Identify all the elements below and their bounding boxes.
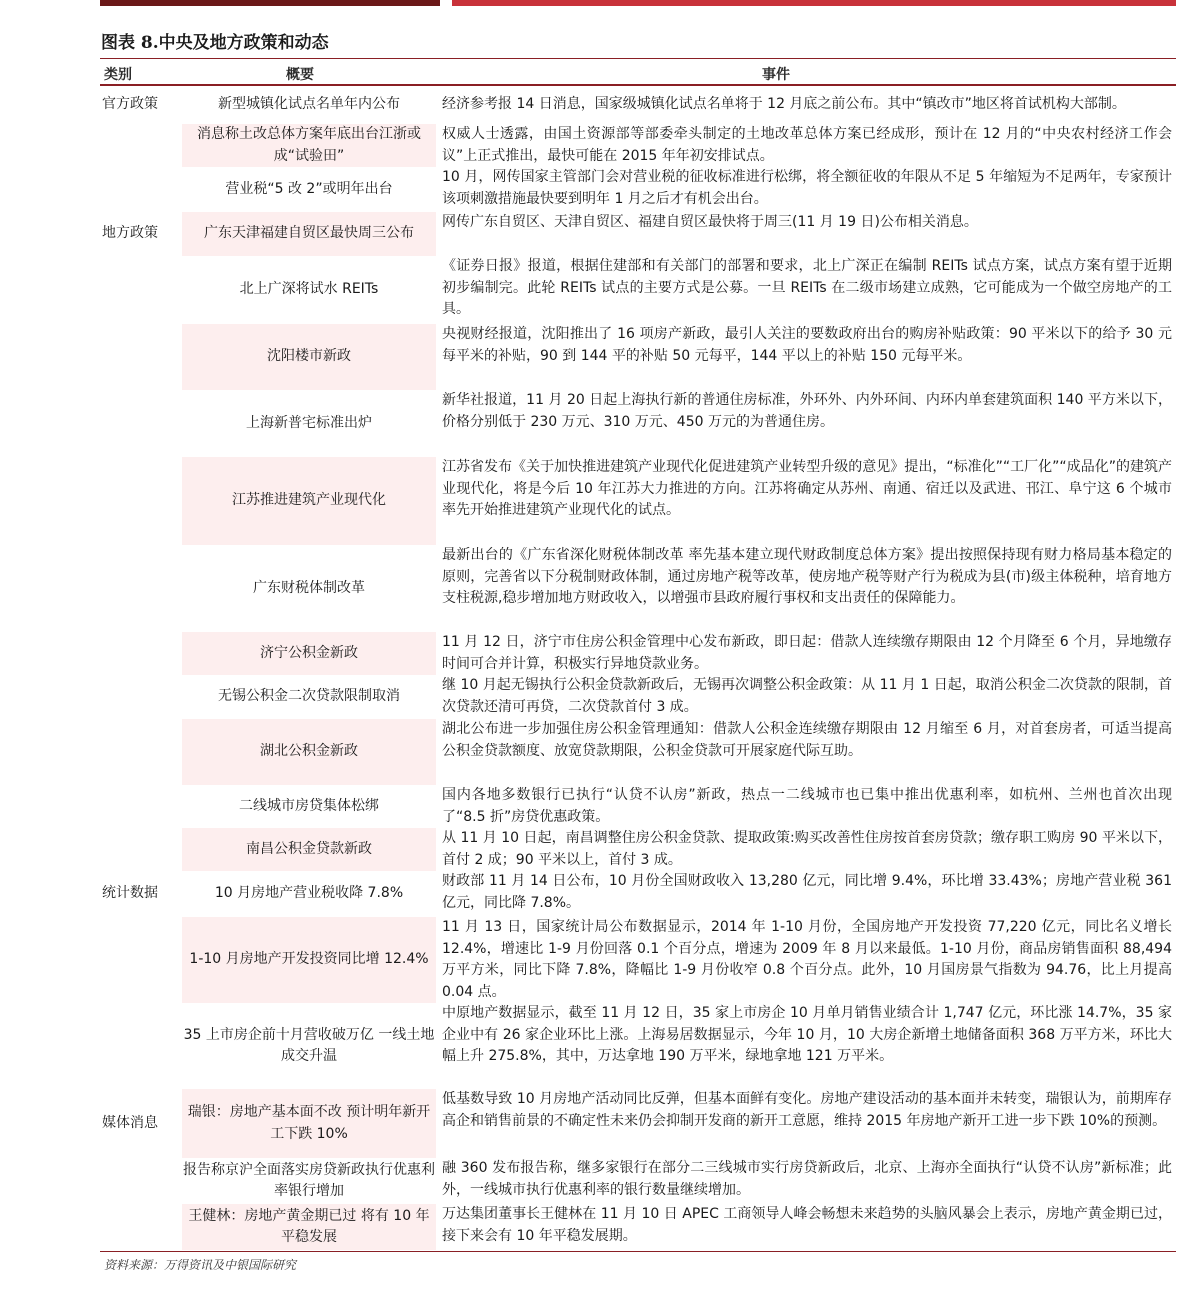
row-category	[102, 256, 178, 324]
header-category: 类别	[104, 67, 132, 83]
row-category	[102, 545, 178, 632]
table-row	[100, 1158, 1176, 1204]
row-summary: 江苏推进建筑产业现代化	[182, 457, 436, 545]
top-accent-bar-dark	[100, 0, 440, 6]
table-row	[100, 632, 1176, 675]
table-row	[100, 1089, 1176, 1158]
table-row	[100, 1204, 1176, 1250]
row-event: 网传广东自贸区、天津自贸区、福建自贸区最快将于周三(11 月 19 日)公布相关消息。	[442, 214, 978, 230]
table-row	[100, 871, 1176, 917]
table-row	[100, 1003, 1176, 1089]
row-category	[102, 167, 178, 212]
row-summary: 新型城镇化试点名单年内公布	[218, 96, 400, 113]
row-summary: 10 月房地产营业税收降 7.8%	[214, 885, 404, 902]
row-event: 继 10 月起无锡执行公积金贷款新政后，无锡再次调整公积金政策：从 11 月 1 日起，取消公积金二次贷款的限制，首次贷款还清可再贷，二次贷款首付 3 成。	[442, 677, 1172, 715]
row-category: 官方政策	[102, 96, 158, 113]
row-event: 新华社报道，11 月 20 日起上海执行新的普通住房标准，外环外、内外环间、内环内单套建筑面积 140 平方米以下，价格分别低于 230 万元、310 万元、450 万元的为普通住房。	[442, 392, 1172, 430]
row-summary: 35 上市房企前十月营收破万亿 一线土地成交升温	[183, 1026, 435, 1064]
row-category	[102, 124, 178, 167]
row-category: 统计数据	[102, 885, 158, 902]
table-row	[100, 124, 1176, 167]
table-row	[100, 212, 1176, 256]
row-event: 10 月，网传国家主管部门会对营业税的征收标准进行松绑，将全额征收的年限从不足 5 年缩短为不足两年，专家预计该项刺激措施最快要到明年 1 月之后才有机会出台。	[442, 169, 1172, 207]
row-category	[102, 785, 178, 828]
row-summary: 上海新普宅标准出炉	[246, 414, 372, 431]
row-category	[102, 719, 178, 785]
row-summary: 1-10 月房地产开发投资同比增 12.4%	[182, 917, 436, 1003]
row-category: 地方政策	[102, 225, 158, 242]
row-event: 湖北公布进一步加强住房公积金管理通知：借款人公积金连续缴存期限由 12 月缩至 6 月，对首套房者，可适当提高公积金贷款额度、放宽贷款期限，公积金贷款可开展家庭代际互助。	[442, 721, 1172, 759]
row-summary: 湖北公积金新政	[182, 719, 436, 785]
row-summary: 二线城市房贷集体松绑	[239, 797, 379, 814]
row-summary: 济宁公积金新政	[182, 632, 436, 675]
row-summary: 广东财税体制改革	[253, 579, 365, 596]
row-event: 江苏省发布《关于加快推进建筑产业现代化促进建筑产业转型升级的意见》提出，“标准化”“工厂化”“成品化”的建筑产业现代化，将是今后 10 年江苏大力推进的方向。江苏将确定从苏州、南通、宿迁以及武进、邗江、阜宁这 6 个城市率先开始推进建筑产业现代化的试点。	[442, 459, 1172, 518]
row-event: 权威人士透露，由国土资源部等部委牵头制定的土地改革总体方案已经成形，预计在 12 月的“中央农村经济工作会议”上正式推出，最快可能在 2015 年年初安排试点。	[442, 126, 1172, 164]
table-row	[100, 457, 1176, 545]
row-summary: 王健林：房地产黄金期已过 将有 10 年平稳发展	[182, 1204, 436, 1250]
row-category	[102, 324, 178, 390]
row-event: 低基数导致 10 月房地产活动同比反弹，但基本面鲜有变化。房地产建设活动的基本面并未转变，瑞银认为，前期库存高企和销售前景的不确定性未来仍会抑制开发商的新开工意愿，维持 2015 年房地产新开工进一步下跌 10%的预测。	[442, 1091, 1172, 1129]
source-note: 资料来源：万得资讯及中银国际研究	[104, 1258, 297, 1272]
table-row	[100, 719, 1176, 785]
row-event: 11 月 12 日，济宁市住房公积金管理中心发布新政，即日起：借款人连续缴存期限由 12 个月降至 6 个月，异地缴存时间可合并计算，积极实行异地贷款业务。	[442, 634, 1172, 672]
row-category	[102, 828, 178, 871]
table-header	[100, 62, 1176, 84]
bottom-rule	[100, 1251, 1176, 1252]
row-event: 《证券日报》报道，根据住建部和有关部门的部署和要求，北上广深正在编制 REITs 试点方案，试点方案有望于近期初步编制完。此轮 REITs 试点的主要方式是公募。一旦 REITs 在二级市场建立成熟，它可能成为一个做空房地产的工具。	[442, 258, 1172, 317]
row-summary: 南昌公积金贷款新政	[182, 828, 436, 871]
table-row	[100, 917, 1176, 1003]
table-row	[100, 785, 1176, 828]
row-event: 从 11 月 10 日起，南昌调整住房公积金贷款、提取政策:购买改善性住房按首套房贷款；缴存职工购房 90 平米以下，首付 2 成；90 平米以上，首付 3 成。	[442, 830, 1172, 868]
row-summary: 瑞银：房地产基本面不改 预计明年新开工下跌 10%	[182, 1089, 436, 1158]
row-summary: 营业税“5 改 2”或明年出台	[225, 180, 393, 197]
table-row	[100, 256, 1176, 324]
table-row	[100, 324, 1176, 390]
row-summary: 广东天津福建自贸区最快周三公布	[182, 212, 436, 256]
table-row	[100, 390, 1176, 457]
header-summary: 概要	[286, 67, 314, 83]
row-category: 媒体消息	[102, 1114, 158, 1131]
row-category	[102, 1003, 178, 1089]
row-summary: 北上广深将试水 REITs	[239, 281, 379, 298]
row-event: 国内各地多数银行已执行“认贷不认房”新政，热点一二线城市也已集中推出优惠利率，如杭州、兰州也首次出现了“8.5 折”房贷优惠政策。	[442, 787, 1172, 825]
row-event: 最新出台的《广东省深化财税体制改革 率先基本建立现代财政制度总体方案》提出按照保持现有财力格局基本稳定的原则，完善省以下分税制财政体制，通过房地产税等改革，使房地产税等财产行为税成为县(市)级主体税种，培育地方支柱税源,稳步增加地方财政收入，以增强市县政府履行事权和支出责任的保障能力。	[442, 547, 1172, 606]
row-event: 万达集团董事长王健林在 11 月 10 日 APEC 工商领导人峰会畅想未来趋势的头脑风暴会上表示，房地产黄金期已过，接下来会有 10 年平稳发展期。	[442, 1206, 1172, 1244]
row-event: 经济参考报 14 日消息，国家级城镇化试点名单将于 12 月底之前公布。其中“镇改市”地区将首试机构大部制。	[442, 96, 1126, 113]
row-event: 央视财经报道，沈阳推出了 16 项房产新政，最引人关注的要数政府出台的购房补贴政策：90 平米以下的给予 30 元每平米的补贴，90 到 144 平的补贴 50 元每平，144 平以上的补贴 150 元每平米。	[442, 326, 1172, 364]
row-summary: 无锡公积金二次贷款限制取消	[218, 688, 400, 705]
table-row	[100, 675, 1176, 719]
row-category	[102, 457, 178, 545]
row-category	[102, 675, 178, 719]
top-accent-bar-red	[452, 0, 1176, 6]
title-rule	[100, 58, 1176, 59]
row-category	[102, 632, 178, 675]
row-event: 融 360 发布报告称，继多家银行在部分二三线城市实行房贷新政后，北京、上海亦全面执行“认贷不认房”新标准；此外，一线城市执行优惠利率的银行数量继续增加。	[442, 1160, 1172, 1198]
figure-title: 图表 8.中央及地方政策和动态	[101, 33, 329, 53]
row-category	[102, 917, 178, 1003]
row-summary: 报告称京沪全面落实房贷新政执行优惠利率银行增加	[183, 1161, 435, 1199]
row-category	[102, 390, 178, 457]
table-row	[100, 545, 1176, 632]
row-event: 11 月 13 日，国家统计局公布数据显示，2014 年 1-10 月份，全国房地产开发投资 77,220 亿元，同比名义增长 12.4%，增速比 1-9 月份回落 0.1 个百分点，增速为 2009 年 8 月以来最低。1-10 月份，商品房销售面积 88,494 万平方米，同比下降 7.8%，降幅比 1-9 月份收窄 0.8 个百分点。此外，10 月国房景气指数为 94.76，比上月提高 0.04 点。	[442, 919, 1172, 1000]
table-row	[100, 86, 1176, 124]
row-summary: 沈阳楼市新政	[182, 324, 436, 390]
row-category	[102, 1204, 178, 1250]
row-event: 财政部 11 月 14 日公布，10 月份全国财政收入 13,280 亿元，同比增 9.4%，环比增 33.43%；房地产营业税 361 亿元，同比降 7.8%。	[442, 873, 1172, 911]
table-row	[100, 167, 1176, 212]
row-event: 中原地产数据显示，截至 11 月 12 日，35 家上市房企 10 月单月销售业绩合计 1,747 亿元，环比涨 14.7%，35 家企业中有 26 家企业环比上涨。上海易居数据显示，今年 10 月，10 大房企新增土地储备面积 368 万平方米，环比大幅上升 275.8%，其中，万达拿地 190 万平米，绿地拿地 121 万平米。	[442, 1005, 1172, 1064]
row-summary: 消息称土改总体方案年底出台江浙或成“试验田”	[182, 124, 436, 167]
table-row	[100, 828, 1176, 871]
row-category	[102, 1158, 178, 1204]
header-event: 事件	[762, 67, 790, 83]
